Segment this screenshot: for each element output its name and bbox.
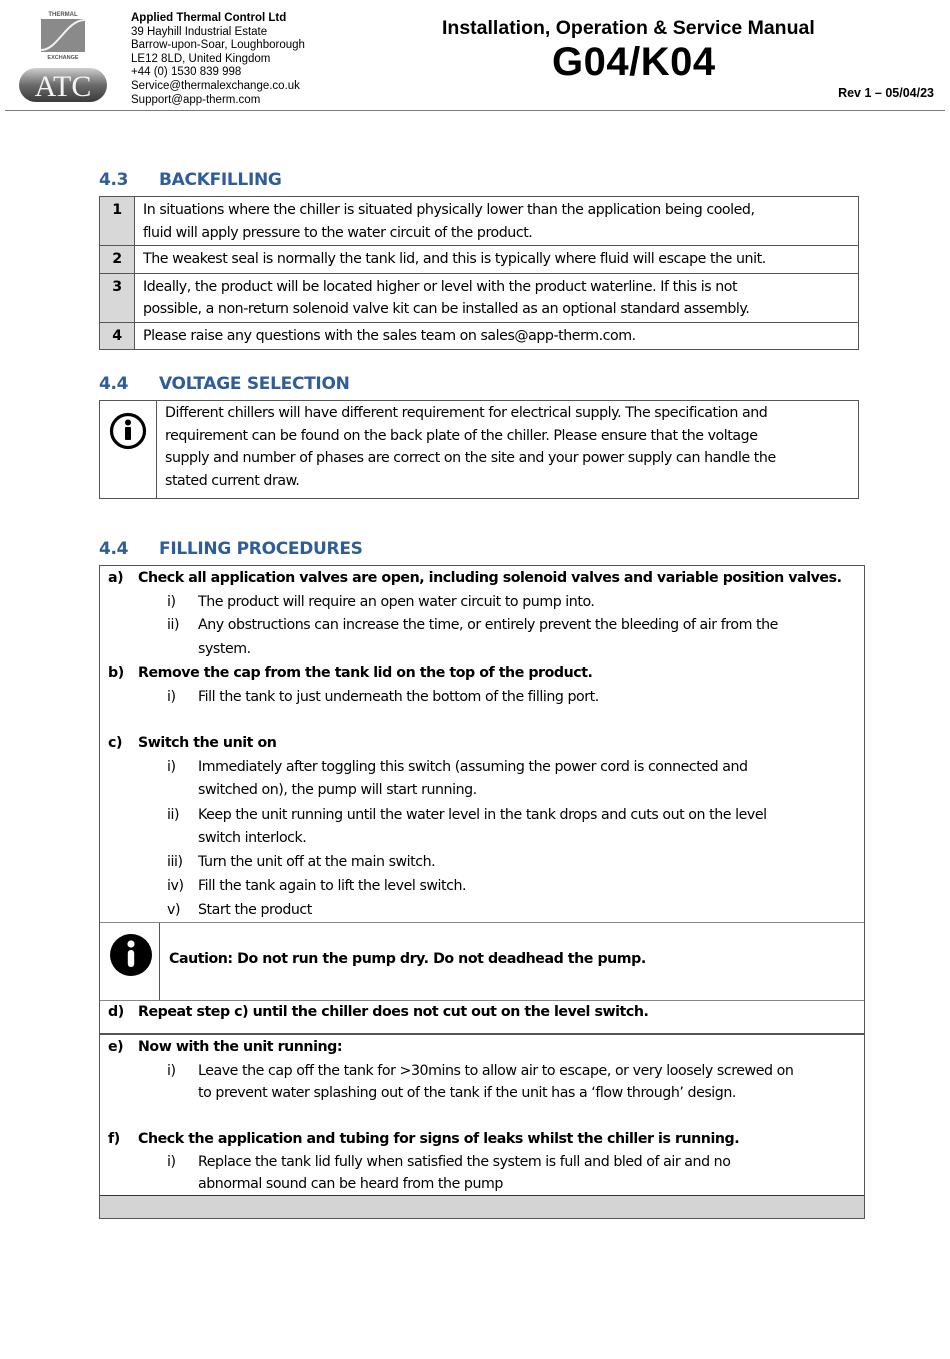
phone-number: +44 (0) 1530 839 998 — [131, 66, 242, 79]
substep-f-i — [167, 1151, 730, 1173]
section-title: FILLING PROCEDURES — [159, 539, 363, 559]
substep-label: i) — [167, 759, 176, 775]
table-row — [100, 197, 859, 246]
step-label: e) — [108, 1039, 124, 1055]
substep-text: Immediately after toggling this switch (assuming the power cord is connected and — [198, 759, 748, 775]
substep-continuation: system. — [198, 641, 251, 657]
step-d — [108, 1001, 648, 1023]
row-divider — [100, 1033, 864, 1035]
substep-continuation: switch interlock. — [198, 830, 307, 846]
row-divider — [100, 922, 864, 923]
row-text — [135, 273, 859, 322]
icon-cell — [100, 401, 157, 498]
table-row — [100, 322, 859, 350]
section-title: BACKFILLING — [159, 170, 282, 190]
note-line: stated current draw. — [165, 472, 300, 489]
step-label: c) — [108, 735, 122, 751]
step-a — [108, 567, 842, 589]
logo-top-text: THERMAL — [48, 12, 78, 18]
substep-label: v) — [167, 902, 181, 918]
service-email: Service@thermalexchange.co.uk — [131, 79, 300, 92]
substep-text: Keep the unit running until the water level in the tank drops and cuts out on the level — [198, 807, 767, 823]
row-text — [135, 197, 859, 246]
model-title: G04/K04 — [552, 40, 716, 84]
step-text: Remove the cap from the tank lid on the top of the product. — [138, 665, 593, 681]
substep-label: iv) — [167, 878, 184, 894]
backfilling-table — [99, 196, 859, 350]
step-label: d) — [108, 1004, 124, 1020]
filling-procedures-box — [99, 565, 865, 1219]
section-title: VOLTAGE SELECTION — [159, 374, 350, 394]
substep-text: Turn the unit off at the main switch. — [198, 854, 436, 870]
row-text-line: possible, a non-return solenoid valve kit can be installed as an optional standard assembly. — [143, 301, 750, 317]
substep-label: iii) — [167, 854, 183, 870]
substep-c-i — [167, 756, 748, 778]
step-text: Now with the unit running: — [138, 1039, 343, 1055]
address-line: LE12 8LD, United Kingdom — [131, 52, 271, 65]
row-text — [135, 246, 859, 274]
step-text: Check all application valves are open, including solenoid valves and variable position valves. — [138, 570, 842, 586]
substep-text: Any obstructions can increase the time, or entirely prevent the bleeding of air from the — [198, 617, 778, 633]
row-text-line: The weakest seal is normally the tank lid, and this is typically where fluid will escape the unit. — [143, 251, 766, 267]
page-header — [0, 0, 950, 112]
step-label: b) — [108, 665, 124, 681]
row-number: 1 — [100, 197, 135, 246]
row-text-line: In situations where the chiller is situated physically lower than the application being cooled, — [143, 202, 755, 218]
table-row — [100, 246, 859, 274]
section-number: 4.4 — [99, 374, 129, 394]
step-label: a) — [108, 570, 124, 586]
caution-icon-cell — [100, 923, 160, 1000]
substep-continuation: to prevent water splashing out of the tank if the unit has a ‘flow through’ design. — [198, 1085, 736, 1101]
voltage-note-text — [165, 402, 848, 492]
substep-label: i) — [167, 1154, 176, 1170]
substep-b-i — [167, 686, 599, 708]
step-b — [108, 662, 593, 684]
step-text: Check the application and tubing for signs of leaks whilst the chiller is running. — [138, 1131, 740, 1147]
substep-text: Replace the tank lid fully when satisfied the system is full and bled of air and no — [198, 1154, 731, 1170]
logo-atc-text: ATC — [34, 70, 92, 103]
step-e — [108, 1036, 342, 1058]
table-footer-row — [100, 1195, 864, 1218]
step-f — [108, 1128, 739, 1150]
logo-bottom-text: EXCHANGE — [47, 55, 79, 60]
atc-logo — [18, 67, 108, 103]
note-line: supply and number of phases are correct on the site and your power supply can handle the — [165, 450, 776, 466]
section-heading-backfilling — [99, 170, 282, 190]
substep-continuation: switched on), the pump will start running. — [198, 782, 477, 798]
address-line: 39 Hayhill Industrial Estate — [131, 25, 268, 38]
step-c — [108, 732, 276, 754]
substep-text: The product will require an open water circuit to pump into. — [198, 594, 595, 610]
substep-label: i) — [167, 594, 176, 610]
substep-text: Start the product — [198, 902, 312, 918]
substep-label: i) — [167, 689, 176, 705]
section-number: 4.3 — [99, 170, 129, 190]
substep-c-v — [167, 899, 312, 921]
step-label: f) — [108, 1131, 120, 1147]
row-number: 4 — [100, 322, 135, 350]
substep-c-ii — [167, 804, 767, 826]
note-line: requirement can be found on the back plate of the chiller. Please ensure that the voltage — [165, 427, 758, 444]
substep-continuation: abnormal sound can be heard from the pump — [198, 1176, 503, 1192]
substep-e-i — [167, 1060, 793, 1082]
substep-text: Fill the tank again to lift the level switch. — [198, 878, 467, 894]
row-text-line: fluid will apply pressure to the water circuit of the product. — [143, 224, 533, 241]
note-line: Different chillers will have different requirement for electrical supply. The specification and — [165, 405, 768, 421]
table-row — [100, 273, 859, 322]
info-circle-filled-icon — [100, 923, 159, 1000]
substep-c-iv — [167, 875, 466, 897]
row-text-line: Please raise any questions with the sales team on sales@app-therm.com. — [143, 327, 636, 344]
section-heading-voltage — [99, 374, 350, 394]
row-number: 3 — [100, 273, 135, 322]
step-text: Repeat step c) until the chiller does not cut out on the level switch. — [138, 1004, 649, 1020]
caution-text: Caution: Do not run the pump dry. Do not deadhead the pump. — [169, 951, 646, 967]
voltage-note-box — [99, 400, 859, 499]
company-address — [131, 12, 305, 107]
substep-a-i — [167, 591, 595, 613]
substep-text: Leave the cap off the tank for >30mins to allow air to escape, or very loosely screwed on — [198, 1063, 794, 1079]
substep-a-ii — [167, 614, 778, 636]
info-circle-outline-icon — [100, 401, 156, 461]
header-divider — [5, 110, 945, 111]
company-name: Applied Thermal Control Ltd — [131, 12, 287, 24]
section-number: 4.4 — [99, 539, 129, 559]
step-text: Switch the unit on — [138, 735, 277, 751]
address-line: Barrow-upon-Soar, Loughborough — [131, 39, 305, 52]
substep-text: Fill the tank to just underneath the bottom of the filling port. — [198, 689, 599, 705]
row-text-line: Ideally, the product will be located higher or level with the product waterline. If this is not — [143, 278, 738, 295]
section-heading-filling — [99, 539, 363, 559]
substep-c-iii — [167, 851, 435, 873]
thermal-exchange-logo — [38, 10, 88, 60]
support-email: Support@app-therm.com — [131, 93, 261, 106]
manual-title: Installation, Operation & Service Manual — [442, 17, 815, 39]
substep-label: ii) — [167, 807, 180, 823]
row-number: 2 — [100, 246, 135, 274]
row-text — [135, 322, 859, 350]
revision-label: Rev 1 – 05/04/23 — [838, 86, 934, 100]
substep-label: i) — [167, 1063, 176, 1079]
substep-label: ii) — [167, 617, 180, 633]
